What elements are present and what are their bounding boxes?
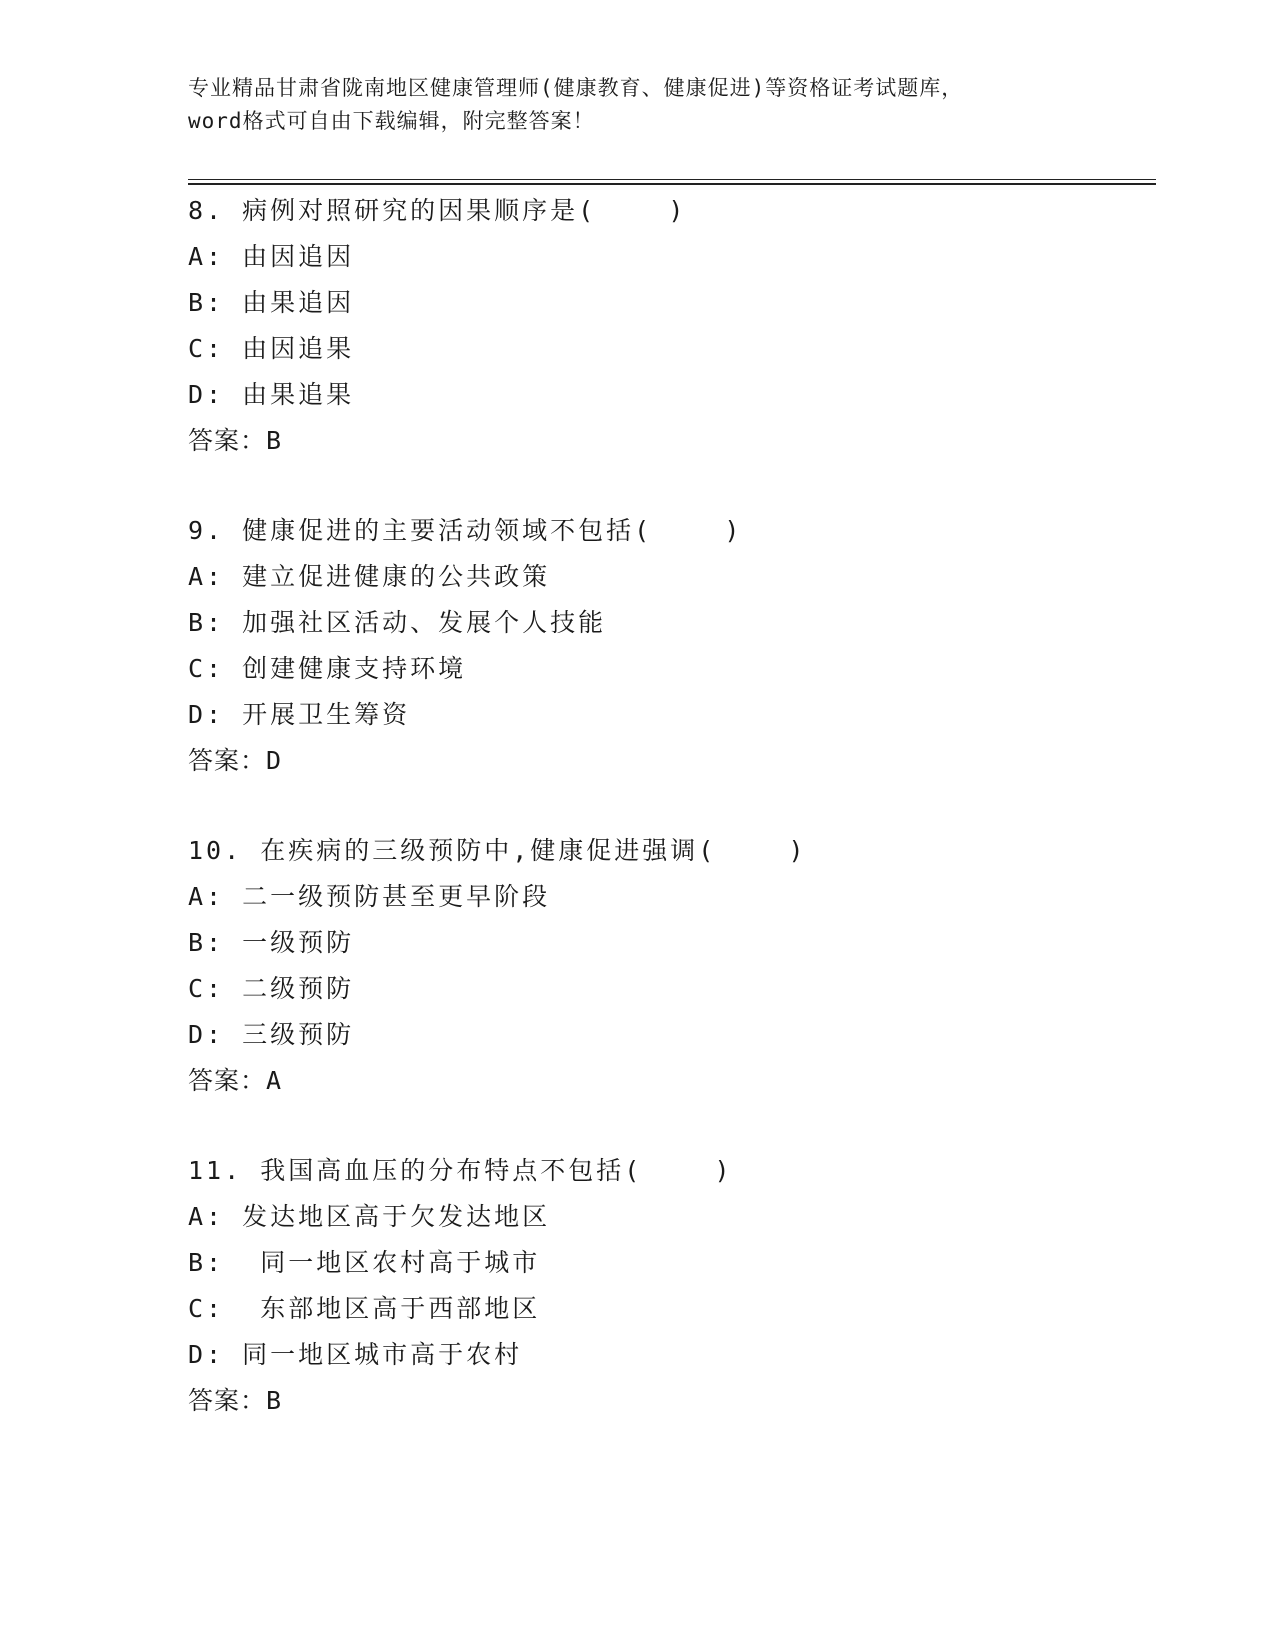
option-d: D: 三级预防 bbox=[188, 1020, 355, 1049]
question-stem: 9. 健康促进的主要活动领域不包括( ) bbox=[188, 516, 743, 545]
question-list bbox=[188, 188, 1148, 1468]
question-9 bbox=[188, 508, 1148, 784]
answer-line: 答案：B bbox=[188, 1386, 283, 1415]
option-c: C: 二级预防 bbox=[188, 974, 355, 1003]
option-b: B: 由果追因 bbox=[188, 288, 355, 317]
option-d: D: 由果追果 bbox=[188, 380, 355, 409]
option-b: B: 一级预防 bbox=[188, 928, 355, 957]
option-c: C: 由因追果 bbox=[188, 334, 355, 363]
option-d: D: 开展卫生筹资 bbox=[188, 700, 411, 729]
answer-line: 答案：A bbox=[188, 1066, 283, 1095]
option-c: C: 东部地区高于西部地区 bbox=[188, 1294, 541, 1323]
question-10 bbox=[188, 828, 1148, 1104]
answer-line: 答案：B bbox=[188, 426, 283, 455]
question-stem: 11. 我国高血压的分布特点不包括( ) bbox=[188, 1156, 733, 1185]
option-c: C: 创建健康支持环境 bbox=[188, 654, 467, 683]
question-8 bbox=[188, 188, 1148, 464]
question-11 bbox=[188, 1148, 1148, 1424]
header-divider-thick bbox=[188, 183, 1156, 185]
answer-line: 答案：D bbox=[188, 746, 283, 775]
option-a: A: 发达地区高于欠发达地区 bbox=[188, 1202, 551, 1231]
option-a: A: 建立促进健康的公共政策 bbox=[188, 562, 551, 591]
header-line-1: 专业精品甘肃省陇南地区健康管理师(健康教育、健康促进)等资格证考试题库， bbox=[188, 76, 964, 100]
question-stem: 10. 在疾病的三级预防中,健康促进强调( ) bbox=[188, 836, 807, 865]
option-b: B: 同一地区农村高于城市 bbox=[188, 1248, 541, 1277]
option-b: B: 加强社区活动、发展个人技能 bbox=[188, 608, 607, 637]
option-a: A: 由因追因 bbox=[188, 242, 355, 271]
header-divider-thin bbox=[188, 179, 1156, 180]
question-stem: 8. 病例对照研究的因果顺序是( ) bbox=[188, 196, 687, 225]
option-a: A: 二一级预防甚至更早阶段 bbox=[188, 882, 551, 911]
header-line-2: word格式可自由下载编辑，附完整答案！ bbox=[188, 109, 595, 133]
document-header bbox=[188, 72, 1148, 138]
option-d: D: 同一地区城市高于农村 bbox=[188, 1340, 523, 1369]
